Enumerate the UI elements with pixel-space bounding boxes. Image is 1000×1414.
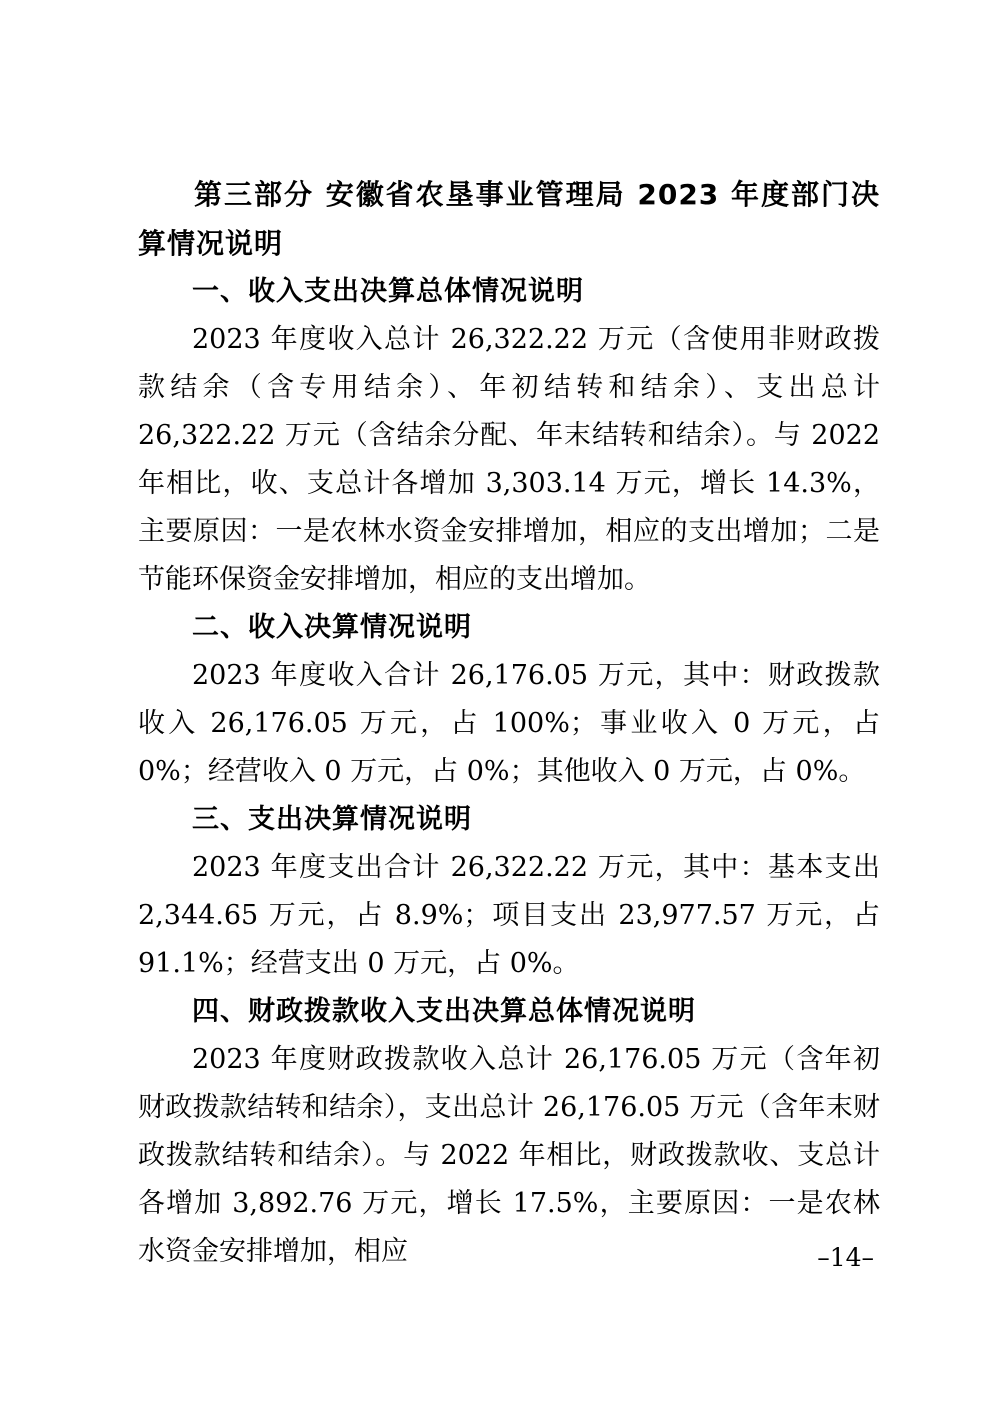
document-title: 第三部分 安徽省农垦事业管理局 2023 年度部门决算情况说明 — [138, 178, 880, 260]
section-1-paragraph: 2023 年度收入总计 26,322.22 万元（含使用非财政拨款结余（含专用结余）、年初结转和结余）、支出总计 26,322.22 万元（含结余分配、年末结转和结余）。与 2022 年相比，收、支总计各增加 3,303.14 万元，增长 14.3%，主要原因：一是农林水资金安排增加，相应的支出增加；二是节能环保资金安排增加，相应的支出增加。 — [138, 324, 880, 595]
section-income-expenditure-overview — [138, 268, 880, 604]
section-income-details — [138, 604, 880, 796]
section-expenditure-details — [138, 796, 880, 988]
document-content — [138, 170, 880, 1276]
section-fiscal-appropriation-overview — [138, 988, 880, 1276]
page-number: –14– — [817, 1243, 874, 1272]
section-1-heading: 一、收入支出决算总体情况说明 — [192, 276, 584, 307]
section-3-heading: 三、支出决算情况说明 — [192, 804, 472, 835]
section-3-paragraph: 2023 年度支出合计 26,322.22 万元，其中：基本支出 2,344.65 万元，占 8.9%；项目支出 23,977.57 万元，占 91.1%；经营支出 0 万元，占 0%。 — [138, 852, 880, 979]
section-2-paragraph: 2023 年度收入合计 26,176.05 万元，其中：财政拨款收入 26,176.05 万元，占 100%；事业收入 0 万元，占 0%；经营收入 0 万元，占 0%；其他收入 0 万元，占 0%。 — [138, 660, 880, 787]
section-4-heading: 四、财政拨款收入支出决算总体情况说明 — [192, 996, 696, 1027]
section-2-heading: 二、收入决算情况说明 — [192, 612, 472, 643]
section-4-paragraph: 2023 年度财政拨款收入总计 26,176.05 万元（含年初财政拨款结转和结余），支出总计 26,176.05 万元（含年末财政拨款结转和结余）。与 2022 年相比，财政拨款收、支总计各增加 3,892.76 万元，增长 17.5%，主要原因：一是农林水资金安排增加，相应 — [138, 1044, 880, 1267]
